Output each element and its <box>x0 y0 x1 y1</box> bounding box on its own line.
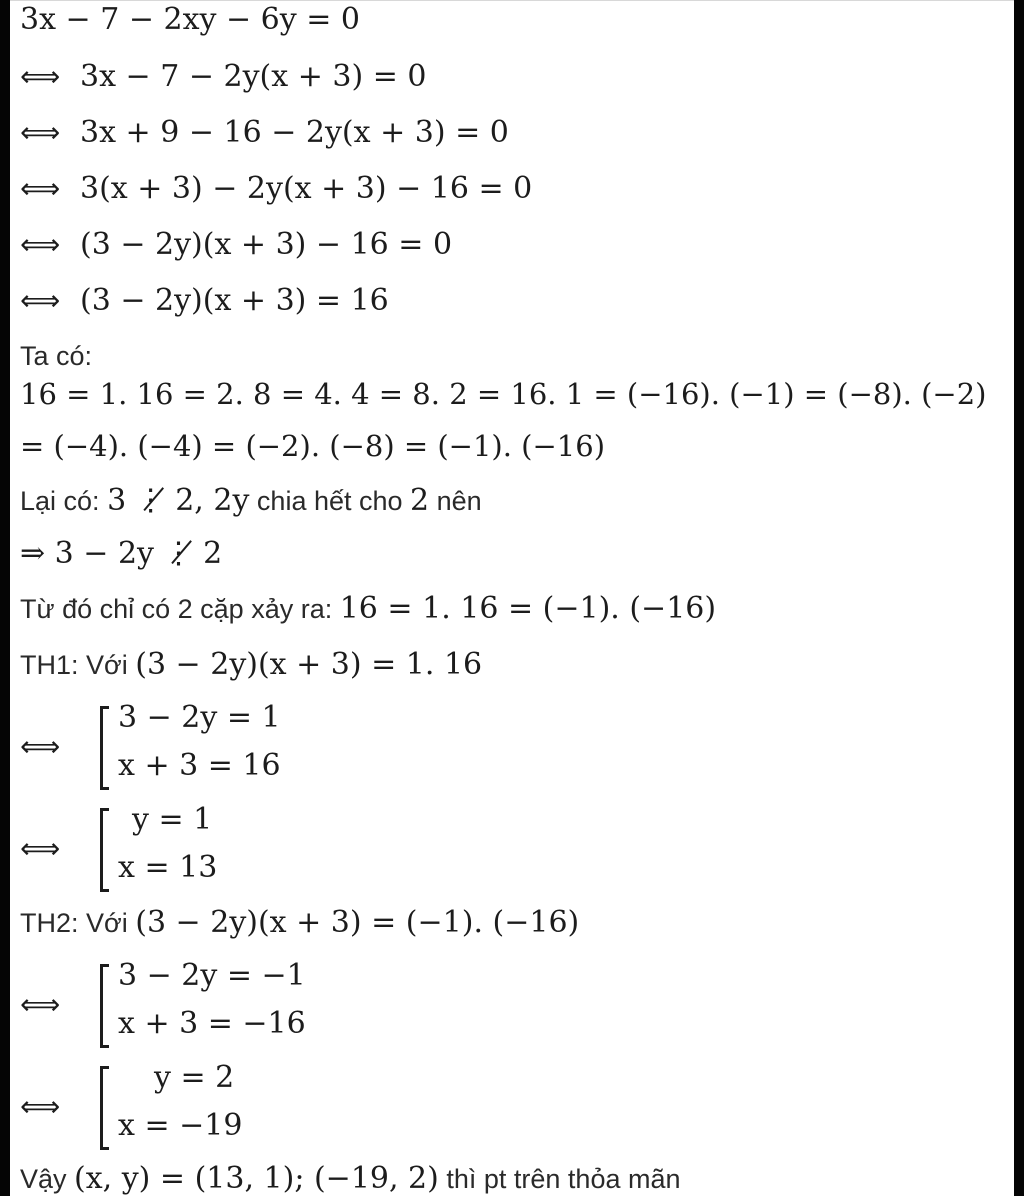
iff-symbol: ⟺ <box>20 988 61 1021</box>
case-2-system-2: ⟺ y = 2 x = −19 <box>20 1060 420 1156</box>
equation-line-4: ⟺ 3(x + 3) − 2y(x + 3) − 16 = 0 <box>20 171 533 206</box>
equation-line-6: ⟺ (3 − 2y)(x + 3) = 16 <box>20 283 389 318</box>
factor-line-2: = (−4). (−4) = (−2). (−8) = (−1). (−16) <box>20 429 606 463</box>
iff-symbol: ⟺ <box>20 60 61 93</box>
iff-symbol: ⟺ <box>20 228 61 261</box>
iff-symbol: ⟺ <box>20 172 61 205</box>
bracket <box>100 706 109 790</box>
factor-line-1: 16 = 1. 16 = 2. 8 = 4. 4 = 8. 2 = 16. 1 = (−16). (−1) = (−8). (−2) <box>20 377 987 411</box>
ta-co-label: Ta có: <box>20 341 93 371</box>
case-1-system-1: ⟺ 3 − 2y = 1 x + 3 = 16 <box>20 700 420 796</box>
equation-line-5: ⟺ (3 − 2y)(x + 3) − 16 = 0 <box>20 227 453 262</box>
equation-line-3: ⟺ 3x + 9 − 16 − 2y(x + 3) = 0 <box>20 115 509 150</box>
case-2-system-1: ⟺ 3 − 2y = −1 x + 3 = −16 <box>20 958 420 1054</box>
case-2-heading: TH2: Với (3 − 2y)(x + 3) = (−1). (−16) <box>20 905 580 940</box>
case-1-heading: TH1: Với (3 − 2y)(x + 3) = 1. 16 <box>20 647 483 682</box>
case-1-system-2: ⟺ y = 1 x = 13 <box>20 802 420 898</box>
bracket <box>100 808 109 892</box>
iff-symbol: ⟺ <box>20 730 61 763</box>
iff-symbol: ⟺ <box>20 832 61 865</box>
top-divider <box>10 0 1014 1</box>
conclusion-line: Vậy (x, y) = (13, 1); (−19, 2) thì pt trên thỏa mãn <box>20 1161 681 1196</box>
solution-page <box>10 0 1014 1196</box>
implies-line: ⇒ 3 − 2y ⋮̸ 2 <box>20 536 223 571</box>
bracket <box>100 964 109 1048</box>
iff-symbol: ⟺ <box>20 116 61 149</box>
iff-symbol: ⟺ <box>20 284 61 317</box>
lai-co-line: Lại có: 3 ⋮̸ 2, 2y chia hết cho 2 nên <box>20 483 482 518</box>
equation-line-2: ⟺ 3x − 7 − 2y(x + 3) = 0 <box>20 59 427 94</box>
iff-symbol: ⟺ <box>20 1090 61 1123</box>
equation-line-1: 3x − 7 − 2xy − 6y = 0 <box>20 2 361 37</box>
tu-do-line: Từ đó chỉ có 2 cặp xảy ra: 16 = 1. 16 = (−1). (−16) <box>20 591 717 626</box>
bracket <box>100 1066 109 1150</box>
